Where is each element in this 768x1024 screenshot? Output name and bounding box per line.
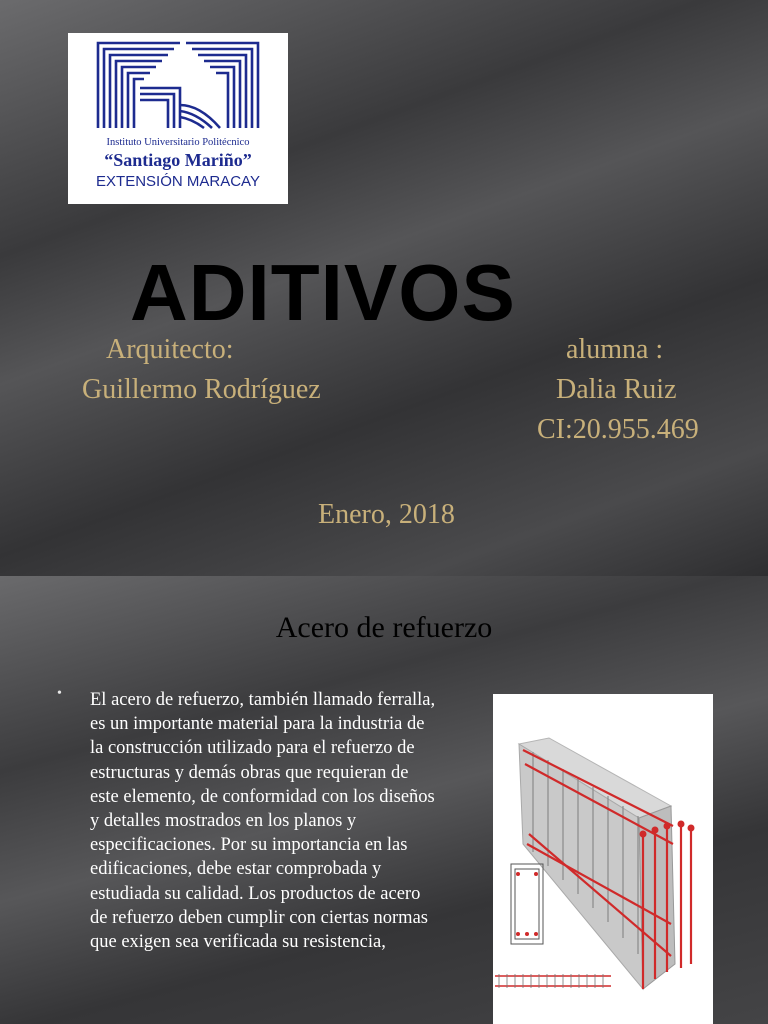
student-label: alumna : (566, 334, 664, 365)
logo-emblem-icon (68, 33, 288, 133)
content-slide (0, 576, 768, 1024)
presentation-date: Enero, 2018 (318, 499, 455, 530)
logo-line-name: “Santiago Mariño” (104, 150, 252, 170)
logo-line-institute: Instituto Universitario Politécnico (106, 137, 250, 148)
presentation-title: ADITIVOS (130, 248, 516, 337)
architect-label: Arquitecto: (106, 334, 234, 365)
slide-title: Acero de refuerzo (275, 611, 493, 644)
architect-name: Guillermo Rodríguez (82, 374, 321, 405)
rebar-beam-image (493, 694, 713, 1024)
logo-line-extension: EXTENSIÓN MARACAY (96, 173, 260, 190)
bullet-icon: • (57, 686, 62, 701)
student-name: Dalia Ruiz (556, 374, 677, 405)
student-id: CI:20.955.469 (537, 414, 699, 445)
slide-body-text: El acero de refuerzo, también llamado ferralla, es un importante material para la industria de la construcción utilizado para el refuerzo de estructuras y demás obras que requieran de este elemento, de conformidad con los diseños y detalles mostrados en los planos y especificaciones. Por su importancia en las edificaciones, debe estar comprobada y estudiada su calidad. Los productos de acero de refuerzo deben cumplir con ciertas normas que exigen sea verificada su resistencia, (90, 690, 436, 953)
reinforced-beam-illustration (493, 694, 713, 1024)
institution-logo (68, 33, 288, 204)
